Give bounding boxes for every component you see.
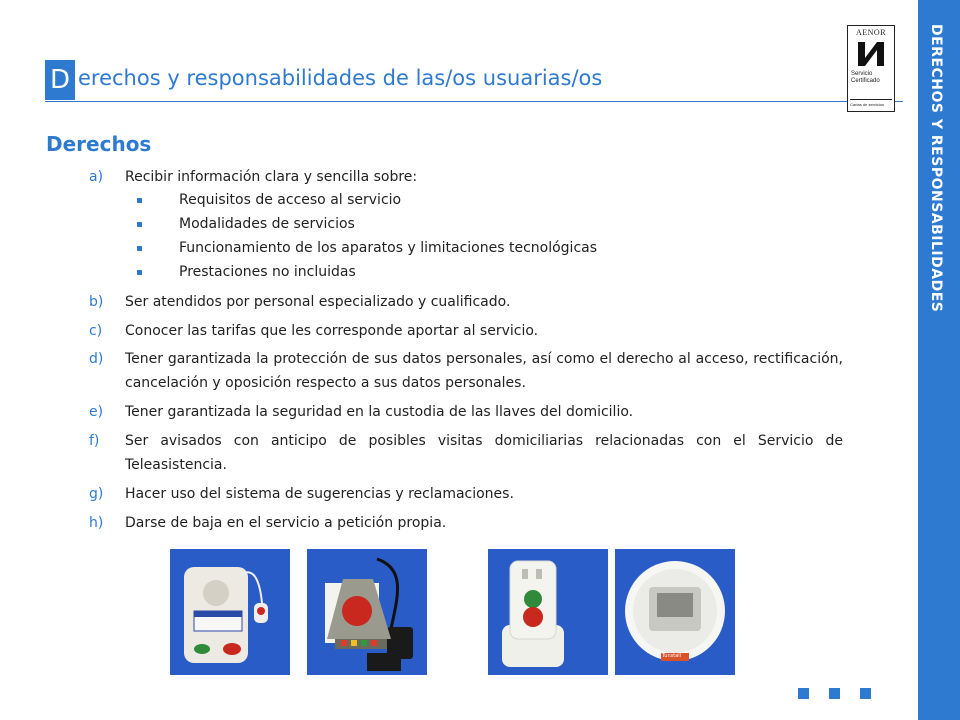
right-item <box>89 482 843 506</box>
decorative-square <box>829 688 840 699</box>
item-letter: e) <box>89 404 104 420</box>
bullet-square-icon <box>137 246 142 251</box>
right-item <box>89 165 843 189</box>
bullet-square-icon <box>137 222 142 227</box>
bullet-square-icon <box>137 270 142 275</box>
item-text: Ser avisados con anticipo de posibles visitas domiciliarias relacionadas con el Servicio de Teleasistencia. <box>125 433 843 473</box>
logo-brand: AENOR <box>855 28 887 37</box>
device-photo-charger <box>307 549 427 675</box>
item-text: Darse de baja en el servicio a petición propia. <box>125 515 447 531</box>
item-letter: d) <box>89 351 104 367</box>
logo-line-2: Certificado <box>851 78 880 84</box>
sub-item-text: Funcionamiento de los aparatos y limitaciones tecnológicas <box>179 240 598 256</box>
aenor-mark-icon <box>855 39 887 69</box>
decorative-square <box>798 688 809 699</box>
logo-line-1: Servicio <box>851 71 873 77</box>
bullet-square-icon <box>137 198 142 203</box>
decorative-square <box>860 688 871 699</box>
home-terminal-icon <box>170 549 290 675</box>
sub-list-item <box>137 236 597 260</box>
item-text: Tener garantizada la seguridad en la custodia de las llaves del domicilio. <box>125 404 634 420</box>
item-text: Conocer las tarifas que les corresponde aportar al servicio. <box>125 323 539 339</box>
right-item <box>89 319 843 343</box>
logo-footer: Cartas de servicios <box>850 102 885 107</box>
aenor-logo <box>847 25 895 112</box>
right-item <box>89 511 843 535</box>
side-banner-text: DERECHOS Y RESPONSABILIDADES <box>928 24 944 313</box>
section-heading: Derechos <box>46 132 152 156</box>
sub-list-item <box>137 188 401 212</box>
item-letter: f) <box>89 433 100 449</box>
item-letter: h) <box>89 515 104 531</box>
sub-item-text: Prestaciones no incluidas <box>179 264 356 280</box>
item-text: Ser atendidos por personal especializado y cualificado. <box>125 294 511 310</box>
right-item <box>89 290 843 314</box>
sub-item-text: Requisitos de acceso al servicio <box>179 192 402 208</box>
item-text: Hacer uso del sistema de sugerencias y reclamaciones. <box>125 486 514 502</box>
pendant-charger-icon <box>307 549 427 675</box>
title-divider <box>45 101 903 102</box>
right-item <box>89 429 843 477</box>
pendant-base-icon <box>488 549 578 675</box>
item-letter: g) <box>89 486 104 502</box>
logo-divider <box>850 99 892 100</box>
item-letter: b) <box>89 294 104 310</box>
sub-list-item <box>137 212 355 236</box>
item-letter: c) <box>89 323 103 339</box>
right-item <box>89 347 843 395</box>
device-brand-label: Tunstall <box>662 653 682 659</box>
item-text: Recibir información clara y sencilla sobre: <box>125 169 418 185</box>
page-title: erechos y responsabilidades de las/os usuarias/os <box>78 66 603 90</box>
right-item <box>89 400 843 424</box>
item-text: Tener garantizada la protección de sus datos personales, así como el derecho al acceso, rectificación, cancelación y oposición respecto a sus datos personales. <box>125 351 843 391</box>
device-photo-pendant <box>488 549 608 675</box>
device-photo-terminal <box>170 549 290 675</box>
sub-item-text: Modalidades de servicios <box>179 216 355 232</box>
item-letter: a) <box>89 169 104 185</box>
title-initial: D <box>45 60 75 100</box>
device-photo-detector <box>615 549 735 675</box>
sub-list-item <box>137 260 356 284</box>
